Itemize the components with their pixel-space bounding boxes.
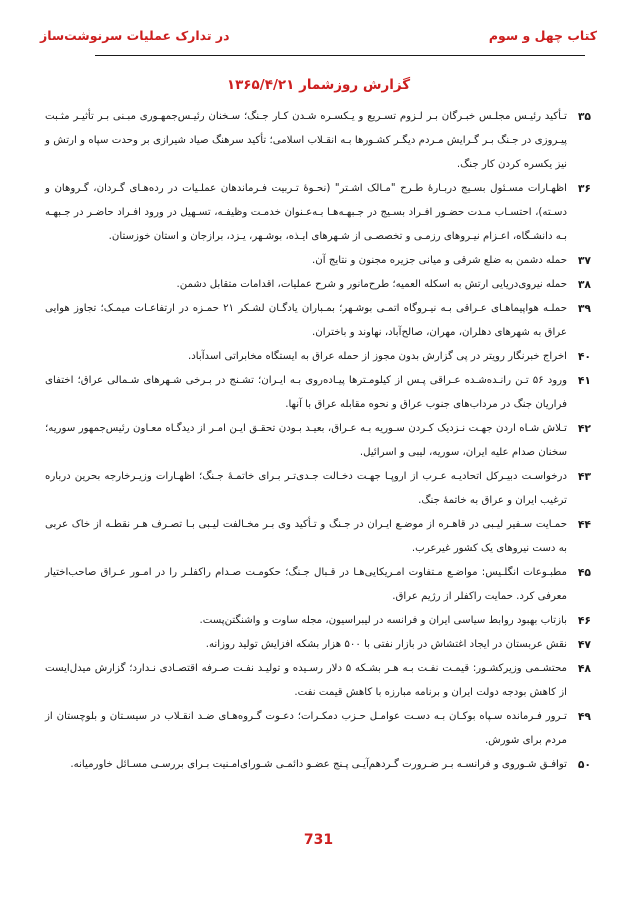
item-number: ۴۰ — [577, 350, 591, 363]
item-text: بازتاب بهبود روابط سیاسی ایران و فرانسه در لیبراسیون، مجله ساوت و واشنگتن‌پست. — [199, 615, 567, 626]
item-text: حمـایت سـفیر لیـبی در قاهـره از موضـع ایـران در جـنگ و تـأکید وی بـر مخـالفت لیـبی بـا تصـرف هـر نقطـه از خاک عربی به دست نیروهای یک کشور غیرعرب. — [45, 519, 567, 554]
list-item — [45, 609, 591, 633]
list-item — [45, 417, 591, 465]
item-number: ۴۲ — [577, 422, 591, 435]
item-text: اخراج خبرنگار رویتر در پی گزارش بدون مجوز از حمله عراق به ایستگاه مخابراتی اسدآباد. — [188, 351, 567, 362]
list-item — [45, 561, 591, 609]
item-number: ۴۴ — [577, 518, 591, 531]
item-number: ۴۸ — [577, 662, 591, 675]
list-item — [45, 633, 591, 657]
report-items-list — [45, 105, 591, 777]
item-text: اظهـارات مسـئول بسـیج دربـارۀ طـرح "مـالک اشـتر" (نحـوۀ تـربیت فـرماندهان عملـیات در رده‌هـای گـردان، گـروهان و دسـته)، احتسـاب مـدت حضـور افـراد بسـیج در جـبهـه‌هـا بـه‌عـنوان خدمـت وظیفـه، تسـهیل در ورود افـراد حاضـر در جـبهـه بـه دانشـگاه، اعـزام نیـروهای رزمـی و تخصصـی از شـهرهای ایـذه، بوشـهر، یـزد، برازجان و استان خوزستان. — [45, 183, 567, 242]
item-number: ۴۱ — [577, 374, 591, 387]
item-number: ۳۷ — [577, 254, 591, 267]
item-number: ۴۷ — [577, 638, 591, 651]
list-item — [45, 705, 591, 753]
item-text: توافـق شـوروی و فرانسـه بـر ضـرورت گـردهم‌آیـی پـنج عضـو دائمـی شـورای‌امـنیت بـرای بررسـی مسـائل خاورمیانه. — [70, 759, 567, 770]
item-text: حملـه هواپیماهـای عـراقی بـه نیـروگاه اتمـی بوشـهر؛ بمـباران یادگـان لشـکر ۲۱ حمـزه در ارتفاعـات میمـک؛ تجاوز هوایی عراق به شهرهای دهلران، مهران، صالح‌آباد، نهاوند و باختران. — [45, 303, 567, 338]
report-title: گزارش روزشمار ۱۳۶۵/۴/۲۱ — [226, 77, 411, 93]
list-item — [45, 657, 591, 705]
list-item — [45, 369, 591, 417]
item-number: ۴۵ — [577, 566, 591, 579]
list-item — [45, 513, 591, 561]
item-number: ۳۵ — [577, 110, 591, 123]
item-text: تـرور فـرمانده سـپاه بوکـان بـه دسـت عوامـل حـزب دمکـرات؛ دعـوت گـروه‌هـای ضـد انقـلاب در سیسـتان و بلوچستان از مردم برای شورش. — [45, 711, 567, 746]
book-title: کتاب چهل و سوم — [488, 27, 597, 43]
list-item — [45, 297, 591, 345]
item-text: تـأکید رئیـس مجلـس خبـرگان بـر لـزوم تسـریع و یـکسـره شـدن کـار جـنگ؛ سـخنان رئیـس‌جمهـوری مبـنی بـر تأثیـر مثـبت پیـروزی در جـنگ بـر گـرایش مـردم دیگـر کشـورها بـه انقـلاب اسلامی؛ تأکید سرهنگ صیاد شیرازی بر وحدت سپاه و ارتش و نیز یکسره کردن کار جنگ. — [45, 111, 567, 170]
list-item — [45, 345, 591, 369]
book-subtitle: در تدارک عملیات سرنوشت‌ساز — [40, 27, 230, 43]
item-number: ۴۹ — [577, 710, 591, 723]
item-number: ۳۹ — [577, 302, 591, 315]
list-item — [45, 249, 591, 273]
item-number: ۴۶ — [577, 614, 591, 627]
list-item — [45, 177, 591, 249]
header-rule — [95, 55, 585, 56]
list-item — [45, 753, 591, 777]
item-text: محتشـمی وزیرکشـور: قیمـت نفـت بـه هـر بشـکه ۵ دلار رسـیده و تولیـد نفـت صـرفه اقتصـادی نـدارد؛ گزارش میدل‌ایست از کاهش بودجه دولت ایران و برنامه مبارزه با کاهش قیمت نفت. — [45, 663, 567, 698]
list-item — [45, 105, 591, 177]
item-text: درخواسـت دبیـرکل اتحادیـه عـرب از اروپـا جهـت دخـالت جـدی‌تـر بـرای خاتمـۀ جـنگ؛ اظهـارات وزیـرخارجه بحرین درباره ترغیب ایران و عراق به خاتمۀ جنگ. — [45, 471, 567, 506]
item-number: ۵۰ — [577, 758, 591, 771]
item-text: تـلاش شـاه اردن جهـت نـزدیک کـردن سـوریه بـه عـراق، بعیـد بـودن تحقـق ایـن امـر از دیدگـاه معـاون رئیس‌جمهور سوریه؛ سخنان صدام علیه ایران، سوریه، لیبی و اسرائیل. — [45, 423, 567, 458]
list-item — [45, 273, 591, 297]
item-text: ورود ۵۶ تـن رانـده‌شـده عـراقی پـس از کیلومـترها پیـاده‌روی بـه ایـران؛ تشـنج در بـرخی شـهرهای شـمالی عراق؛ اختفای فراریان جنگ در مرداب‌های جنوب عراق و نحوه مقابله عراق با آنها. — [45, 375, 567, 410]
item-text: نقش عربستان در ایجاد اغتشاش در بازار نفتی با ۵۰۰ هزار بشکه افزایش تولید روزانه. — [205, 639, 567, 650]
page-header — [40, 24, 597, 46]
item-number: ۳۸ — [577, 278, 591, 291]
item-text: حمله نیروی‌دریایی ارتش به اسکله العمیه؛ طرح‌مانور و شرح عملیات، اقدامات متقابل دشمن. — [176, 279, 567, 290]
page-number: 731 — [303, 832, 334, 848]
item-number: ۴۳ — [577, 470, 591, 483]
list-item — [45, 465, 591, 513]
item-number: ۳۶ — [577, 182, 591, 195]
item-text: مطبـوعات انگلـیس: مواضـع مـتفاوت امـریکایی‌هـا در قـبال جـنگ؛ حکومـت صـدام راکفلـر را در امـور عـراق صاحب‌اختیار معرفی کرد. حمایت راکفلر از رژیم عراق. — [45, 567, 567, 602]
item-text: حمله دشمن به ضلع شرقی و میانی جزیره مجنون و نتایج آن. — [312, 255, 567, 266]
